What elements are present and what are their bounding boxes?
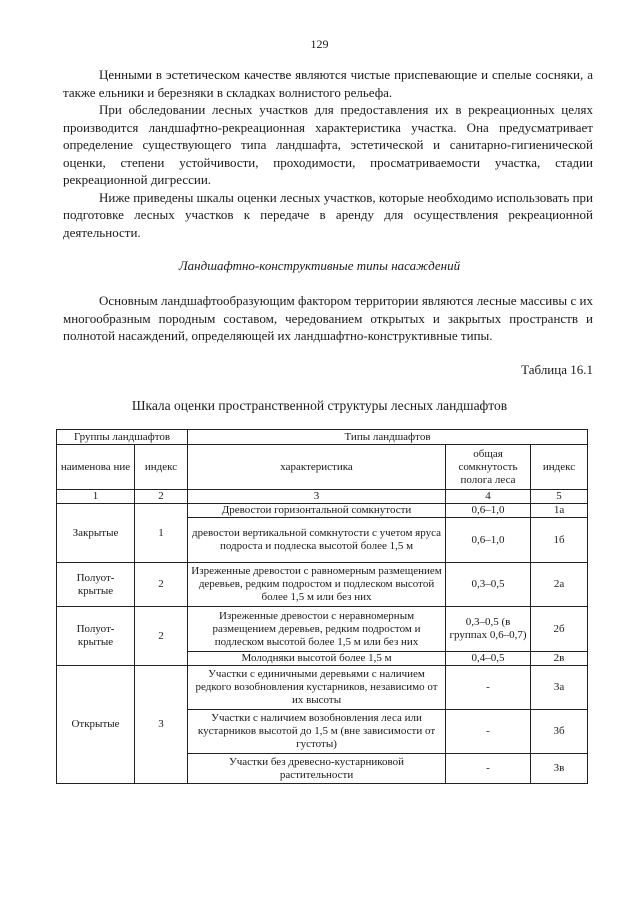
type-index-cell: 2а: [531, 563, 588, 607]
characteristic-cell: Изреженные древостои с равномерным размещением деревьев, редким подростом и подлеском высотой более 1,5 м или без них: [188, 563, 446, 607]
characteristic-cell: Участки с наличием возобновления леса или кустарников высотой до 1,5 м (вне зависимости от густоты): [188, 710, 446, 754]
characteristic-cell: Изреженные древостои с неравномерным размещением деревьев, редким подростом и подлеском высотой более 1,5 м или без них: [188, 607, 446, 652]
group-header: Группы ландшафтов: [57, 430, 188, 445]
landscape-structure-table: [56, 429, 588, 784]
density-cell: 0,6–1,0: [446, 518, 531, 563]
group-name-cell: Полуот-крытые: [57, 563, 135, 607]
density-cell: 0,3–0,5 (в группах 0,6–0,7): [446, 607, 531, 652]
characteristic-cell: Участки без древесно-кустарниковой растительности: [188, 754, 446, 784]
characteristic-cell: Участки с единичными деревьями с наличием редкого возобновления кустарников, независимо от их высоты: [188, 666, 446, 710]
group-index-cell: 1: [135, 504, 188, 563]
section-title: Ландшафтно-конструктивные типы насаждений: [178, 258, 461, 273]
density-cell: -: [446, 710, 531, 754]
type-index-cell: 2в: [531, 652, 588, 666]
group-index-cell: 3: [135, 666, 188, 784]
table-caption: Шкала оценки пространственной структуры лесных ландшафтов: [131, 398, 508, 413]
density-cell: 0,3–0,5: [446, 563, 531, 607]
paragraph: Ниже приведены шкалы оценки лесных участков, которые необходимо использовать при подготовке лесных участков к передаче в аренду для осуществления рекреационной деятельности.: [63, 189, 593, 240]
section-body: [63, 292, 593, 345]
group-index-cell: 2: [135, 607, 188, 666]
type-index-cell: 1а: [531, 504, 588, 518]
col-number: 2: [135, 490, 188, 504]
col-type-index-header: индекс: [531, 445, 588, 490]
group-index-cell: 2: [135, 563, 188, 607]
page-number: 129: [310, 37, 329, 51]
density-cell: 0,4–0,5: [446, 652, 531, 666]
col-number: 1: [57, 490, 135, 504]
col-name-header: наименова ние: [57, 445, 135, 490]
col-number: 5: [531, 490, 588, 504]
type-index-cell: 3а: [531, 666, 588, 710]
paragraph: Основным ландшафтообразующим фактором территории являются лесные массивы с их многообразным породным составом, чередованием открытых и закрытых пространств и полнотой насаждений, определяющей их ландшафтно-конструктивные типы.: [63, 293, 593, 343]
type-index-cell: 2б: [531, 607, 588, 652]
group-name-cell: Полуот-крытые: [57, 607, 135, 666]
type-index-cell: 3в: [531, 754, 588, 784]
characteristic-cell: Древостои горизонтальной сомкнутости: [188, 504, 446, 518]
col-density-header: общая сомкнутость полога леса: [446, 445, 531, 490]
group-name-cell: Закрытые: [57, 504, 135, 563]
density-cell: 0,6–1,0: [446, 504, 531, 518]
characteristic-cell: древостои вертикальной сомкнутости с учетом яруса подроста и подлеска высотой более 1,5 м: [188, 518, 446, 563]
col-number: 3: [188, 490, 446, 504]
characteristic-cell: Молодняки высотой более 1,5 м: [188, 652, 446, 666]
paragraph: Ценными в эстетическом качестве являются чистые приспевающие и спелые сосняки, а также ельники и березняки в складках волнистого рельефа.: [63, 67, 593, 100]
density-cell: -: [446, 666, 531, 710]
type-index-cell: 3б: [531, 710, 588, 754]
density-cell: -: [446, 754, 531, 784]
group-name-cell: Открытые: [57, 666, 135, 784]
paragraph: При обследовании лесных участков для предоставления их в рекреационных целях производится ландшафтно-рекреационная характеристика участка. Она предусматривает определение существующего типа ландшафта, эстетической и санитарно-гигиенической оценки, степени устойчивости, проходимости, просматриваемости участка, стадии рекреационной дигрессии.: [63, 102, 593, 187]
table-label: Таблица 16.1: [521, 362, 593, 377]
types-header: Типы ландшафтов: [188, 430, 588, 445]
col-characteristic-header: характеристика: [188, 445, 446, 490]
type-index-cell: 1б: [531, 518, 588, 563]
intro-text: [63, 66, 593, 241]
col-number: 4: [446, 490, 531, 504]
col-index-header: индекс: [135, 445, 188, 490]
